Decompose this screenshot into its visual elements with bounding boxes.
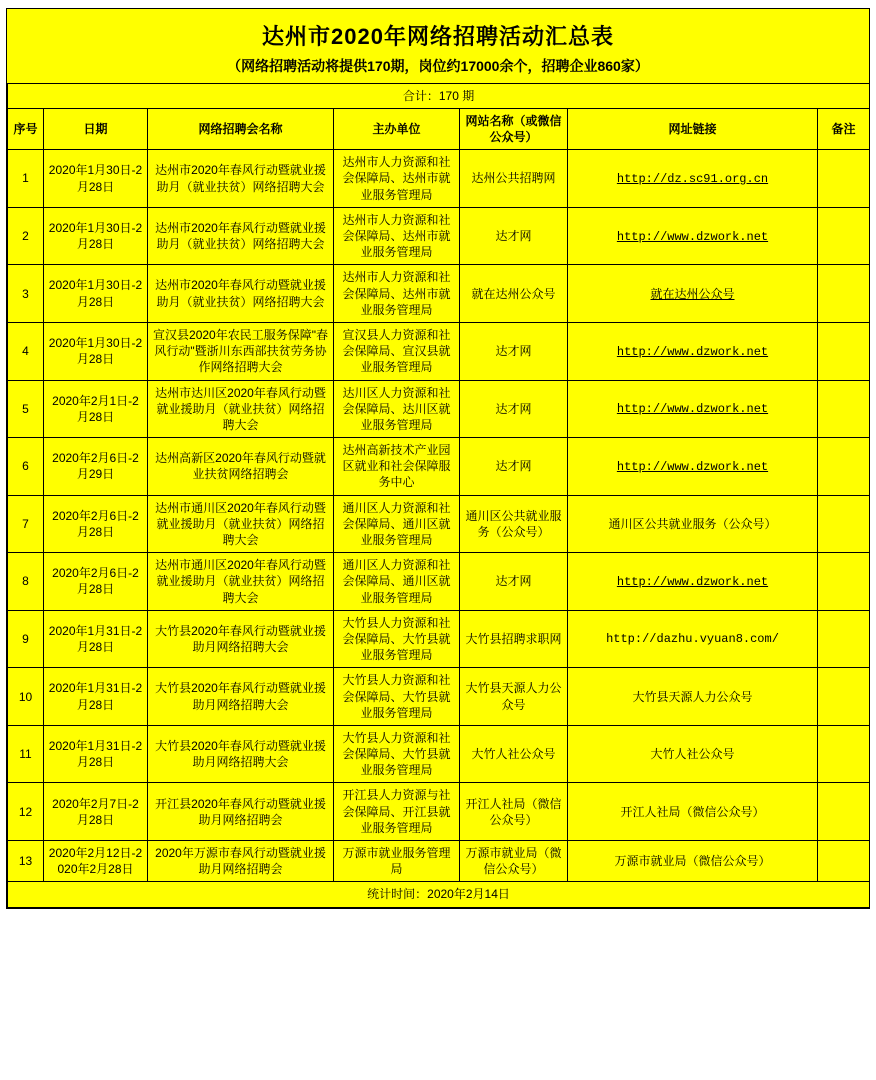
summary-table [7, 83, 870, 908]
cell-link[interactable] [568, 322, 818, 380]
cell-site: 达州公共招聘网 [460, 150, 568, 208]
cell-no: 11 [8, 725, 44, 783]
cell-org: 宣汉县人力资源和社会保障局、宣汉县就业服务管理局 [334, 322, 460, 380]
cell-date: 2020年2月1日-2月28日 [44, 380, 148, 438]
cell-link[interactable] [568, 495, 818, 553]
table-header-row [8, 108, 870, 149]
page-title: 达州市2020年网络招聘活动汇总表 [262, 24, 614, 49]
cell-site: 万源市就业局（微信公众号） [460, 841, 568, 882]
cell-remark [818, 610, 870, 668]
cell-org: 开江县人力资源与社会保障局、开江县就业服务管理局 [334, 783, 460, 841]
cell-org: 万源市就业服务管理局 [334, 841, 460, 882]
cell-date: 2020年1月31日-2月28日 [44, 725, 148, 783]
cell-date: 2020年1月30日-2月28日 [44, 322, 148, 380]
cell-org: 大竹县人力资源和社会保障局、大竹县就业服务管理局 [334, 725, 460, 783]
cell-name: 达州高新区2020年春风行动暨就业扶贫网络招聘会 [148, 438, 334, 496]
page-subtitle: （网络招聘活动将提供170期，岗位约17000余个，招聘企业860家） [227, 57, 649, 74]
cell-org: 通川区人力资源和社会保障局、通川区就业服务管理局 [334, 495, 460, 553]
cell-name: 开江县2020年春风行动暨就业援助月网络招聘会 [148, 783, 334, 841]
cell-no: 12 [8, 783, 44, 841]
cell-org: 大竹县人力资源和社会保障局、大竹县就业服务管理局 [334, 610, 460, 668]
total-row [8, 83, 870, 108]
cell-link[interactable] [568, 207, 818, 265]
cell-site: 大竹人社公众号 [460, 725, 568, 783]
cell-org: 大竹县人力资源和社会保障局、大竹县就业服务管理局 [334, 668, 460, 726]
cell-link[interactable] [568, 783, 818, 841]
cell-name: 达州市2020年春风行动暨就业援助月（就业扶贫）网络招聘大会 [148, 150, 334, 208]
table-row [8, 207, 870, 265]
cell-link[interactable] [568, 150, 818, 208]
cell-site: 达才网 [460, 438, 568, 496]
cell-no: 4 [8, 322, 44, 380]
cell-link[interactable] [568, 553, 818, 611]
table-row [8, 380, 870, 438]
spreadsheet-sheet [6, 8, 870, 909]
cell-link[interactable] [568, 380, 818, 438]
cell-no: 1 [8, 150, 44, 208]
table-row [8, 783, 870, 841]
link-anchor[interactable]: 大竹人社公众号 [650, 747, 735, 762]
table-row [8, 150, 870, 208]
cell-site: 达才网 [460, 380, 568, 438]
cell-site: 达才网 [460, 207, 568, 265]
cell-org: 达州高新技术产业园区就业和社会保障服务中心 [334, 438, 460, 496]
table-body [8, 83, 870, 150]
cell-name: 大竹县2020年春风行动暨就业援助月网络招聘大会 [148, 610, 334, 668]
cell-date: 2020年1月31日-2月28日 [44, 610, 148, 668]
cell-link[interactable] [568, 841, 818, 882]
cell-no: 5 [8, 380, 44, 438]
cell-no: 6 [8, 438, 44, 496]
cell-site: 大竹县招聘求职网 [460, 610, 568, 668]
cell-remark [818, 380, 870, 438]
column-header-remark: 备注 [818, 108, 870, 149]
link-anchor[interactable]: http://dazhu.vyuan8.com/ [606, 632, 779, 647]
table-row [8, 265, 870, 323]
cell-link[interactable] [568, 610, 818, 668]
cell-name: 达州市通川区2020年春风行动暨就业援助月（就业扶贫）网络招聘大会 [148, 495, 334, 553]
cell-org: 达州市人力资源和社会保障局、达州市就业服务管理局 [334, 150, 460, 208]
cell-name: 宣汉县2020年农民工服务保障"春风行动"暨浙川东西部扶贫劳务协作网络招聘大会 [148, 322, 334, 380]
link-anchor[interactable]: http://www.dzwork.net [616, 229, 769, 244]
cell-site: 通川区公共就业服务（公众号） [460, 495, 568, 553]
cell-site: 达才网 [460, 322, 568, 380]
total-cell: 合计：170 期 [8, 83, 870, 108]
cell-site: 大竹县天源人力公众号 [460, 668, 568, 726]
cell-no: 13 [8, 841, 44, 882]
link-anchor[interactable]: 大竹县天源人力公众号 [632, 689, 753, 704]
link-anchor[interactable]: 开江人社局（微信公众号） [620, 804, 765, 819]
cell-no: 2 [8, 207, 44, 265]
cell-name: 达州市达川区2020年春风行动暨就业援助月（就业扶贫）网络招聘大会 [148, 380, 334, 438]
cell-name: 大竹县2020年春风行动暨就业援助月网络招聘大会 [148, 668, 334, 726]
cell-remark [818, 783, 870, 841]
column-header-no: 序号 [8, 108, 44, 149]
table-row [8, 322, 870, 380]
table-row [8, 495, 870, 553]
cell-date: 2020年1月30日-2月28日 [44, 265, 148, 323]
link-anchor[interactable]: http://www.dzwork.net [616, 402, 769, 417]
cell-date: 2020年1月30日-2月28日 [44, 207, 148, 265]
cell-site: 达才网 [460, 553, 568, 611]
cell-org: 达州市人力资源和社会保障局、达州市就业服务管理局 [334, 265, 460, 323]
cell-name: 达州市通川区2020年春风行动暨就业援助月（就业扶贫）网络招聘大会 [148, 553, 334, 611]
cell-remark [818, 725, 870, 783]
cell-date: 2020年2月6日-2月28日 [44, 553, 148, 611]
table-footer [8, 882, 870, 907]
cell-name: 达州市2020年春风行动暨就业援助月（就业扶贫）网络招聘大会 [148, 265, 334, 323]
statistics-time: 统计时间：2020年2月14日 [8, 882, 870, 907]
cell-org: 达川区人力资源和社会保障局、达川区就业服务管理局 [334, 380, 460, 438]
cell-name: 达州市2020年春风行动暨就业援助月（就业扶贫）网络招聘大会 [148, 207, 334, 265]
cell-no: 3 [8, 265, 44, 323]
cell-no: 8 [8, 553, 44, 611]
table-row [8, 610, 870, 668]
cell-no: 10 [8, 668, 44, 726]
link-anchor[interactable]: http://www.dzwork.net [616, 459, 769, 474]
cell-remark [818, 438, 870, 496]
cell-link[interactable] [568, 438, 818, 496]
cell-remark [818, 265, 870, 323]
column-header-site: 网站名称（或微信公众号） [460, 108, 568, 149]
link-anchor[interactable]: 万源市就业局（微信公众号） [614, 854, 771, 869]
cell-no: 7 [8, 495, 44, 553]
table-row [8, 668, 870, 726]
table-row [8, 725, 870, 783]
cell-date: 2020年2月6日-2月28日 [44, 495, 148, 553]
table-rows [8, 150, 870, 882]
link-anchor[interactable]: 通川区公共就业服务（公众号） [608, 516, 777, 531]
cell-remark [818, 841, 870, 882]
cell-remark [818, 322, 870, 380]
footer-row [8, 882, 870, 907]
cell-date: 2020年2月6日-2月29日 [44, 438, 148, 496]
cell-remark [818, 553, 870, 611]
cell-date: 2020年2月12日-2020年2月28日 [44, 841, 148, 882]
link-anchor[interactable]: 就在达州公众号 [650, 286, 735, 301]
cell-no: 9 [8, 610, 44, 668]
cell-remark [818, 207, 870, 265]
link-anchor[interactable]: http://www.dzwork.net [616, 344, 769, 359]
cell-link[interactable] [568, 725, 818, 783]
cell-remark [818, 668, 870, 726]
cell-remark [818, 150, 870, 208]
table-row [8, 553, 870, 611]
cell-link[interactable] [568, 668, 818, 726]
cell-site: 开江人社局（微信公众号） [460, 783, 568, 841]
cell-site: 就在达州公众号 [460, 265, 568, 323]
cell-date: 2020年2月7日-2月28日 [44, 783, 148, 841]
cell-name: 2020年万源市春风行动暨就业援助月网络招聘会 [148, 841, 334, 882]
column-header-date: 日期 [44, 108, 148, 149]
link-anchor[interactable]: http://www.dzwork.net [616, 574, 769, 589]
cell-date: 2020年1月31日-2月28日 [44, 668, 148, 726]
cell-remark [818, 495, 870, 553]
table-row [8, 841, 870, 882]
cell-org: 通川区人力资源和社会保障局、通川区就业服务管理局 [334, 553, 460, 611]
cell-date: 2020年1月30日-2月28日 [44, 150, 148, 208]
title-zone [7, 9, 869, 83]
link-anchor[interactable]: http://dz.sc91.org.cn [616, 171, 769, 186]
column-header-org: 主办单位 [334, 108, 460, 149]
column-header-name: 网络招聘会名称 [148, 108, 334, 149]
table-row [8, 438, 870, 496]
cell-link[interactable] [568, 265, 818, 323]
cell-org: 达州市人力资源和社会保障局、达州市就业服务管理局 [334, 207, 460, 265]
column-header-link: 网址链接 [568, 108, 818, 149]
cell-name: 大竹县2020年春风行动暨就业援助月网络招聘大会 [148, 725, 334, 783]
